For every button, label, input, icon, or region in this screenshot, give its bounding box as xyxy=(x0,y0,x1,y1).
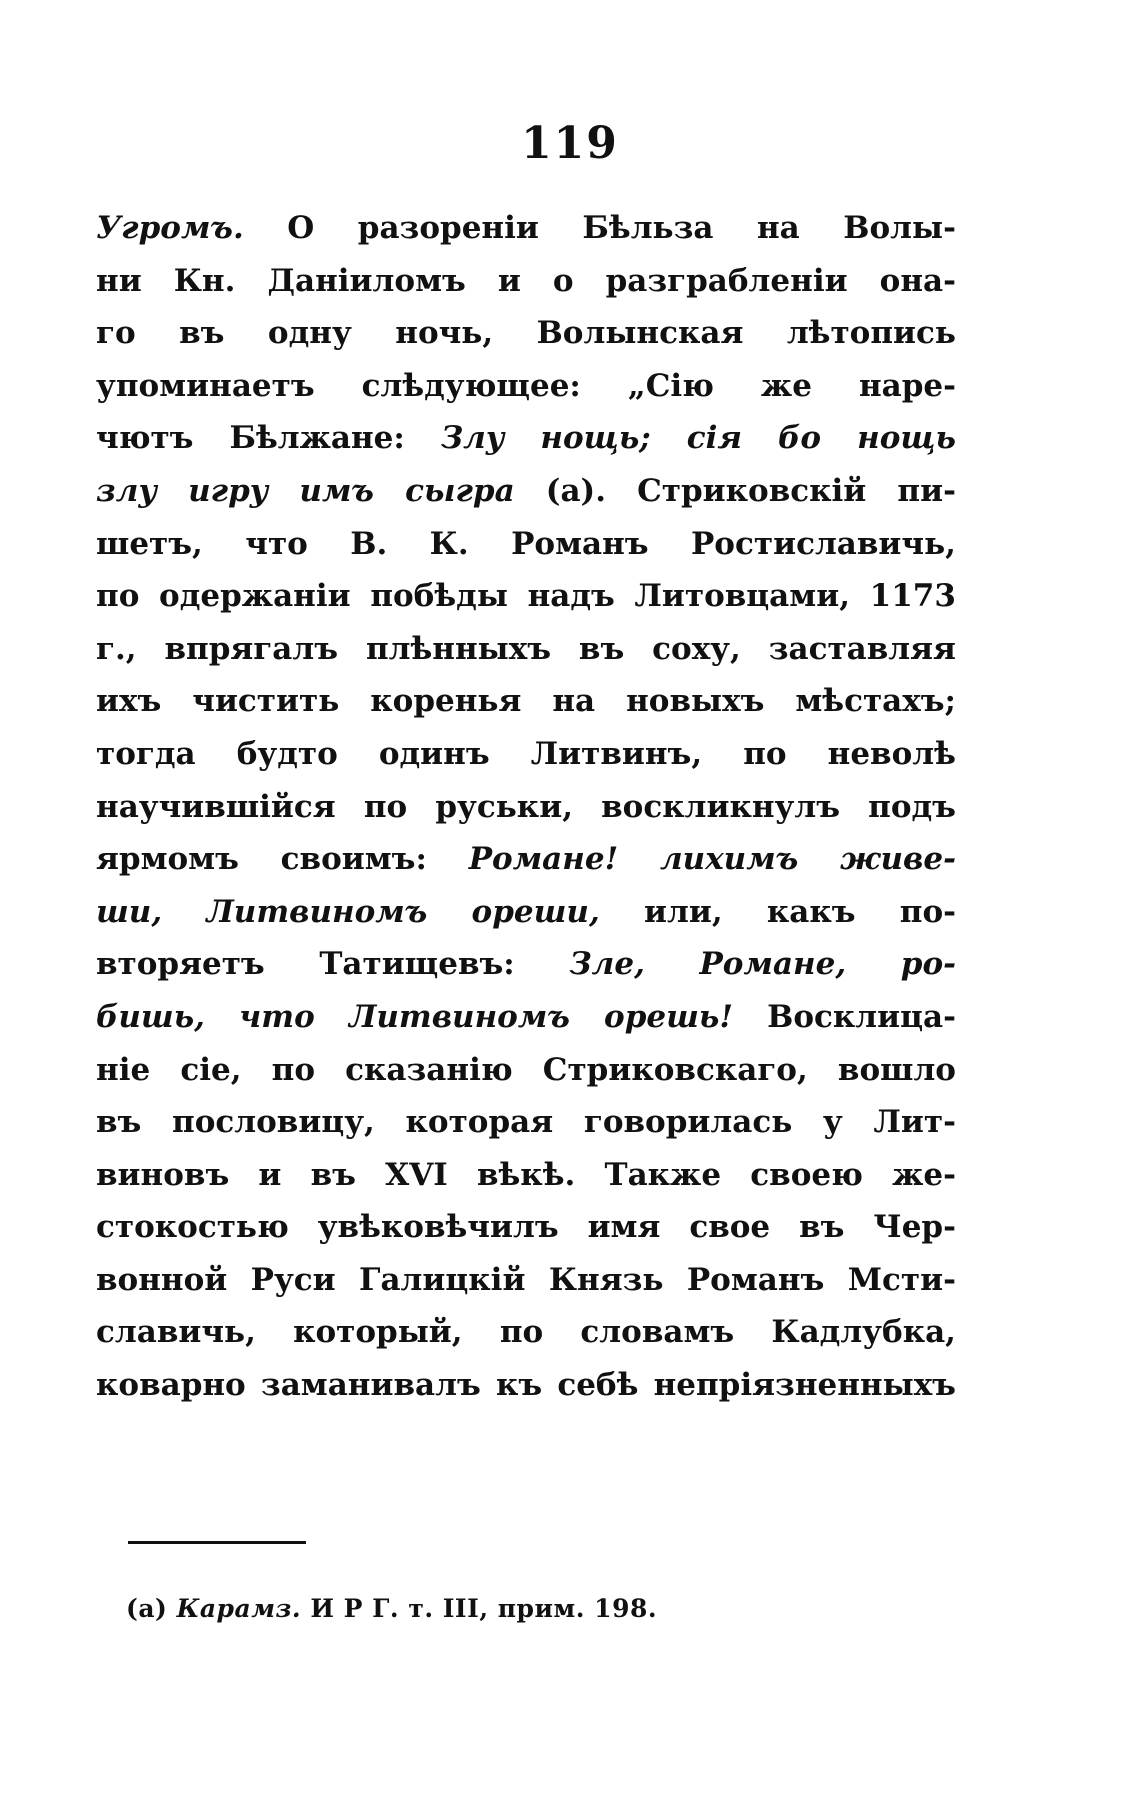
word: въ xyxy=(799,1209,845,1246)
word: по xyxy=(499,1314,544,1351)
word: въ xyxy=(179,315,225,352)
word: К. xyxy=(429,525,469,562)
word: что xyxy=(239,998,315,1035)
word: ночь, xyxy=(395,315,494,352)
word: разграбленіи xyxy=(605,262,848,299)
word: сыгра xyxy=(405,472,515,509)
word: ихъ xyxy=(96,683,162,720)
word: Даніиломъ xyxy=(267,262,466,299)
word: сія xyxy=(686,420,743,457)
word: своею xyxy=(750,1156,863,1193)
word: (а). xyxy=(545,472,607,509)
word: вонной xyxy=(96,1261,228,1298)
word: игру xyxy=(188,472,269,509)
footnote-separator xyxy=(128,1541,306,1544)
word: 1173 xyxy=(869,578,956,615)
word: Ростиславичь, xyxy=(691,525,956,562)
word: имя xyxy=(587,1209,661,1246)
text-line xyxy=(96,315,956,368)
word: Также xyxy=(604,1156,722,1193)
word: ніе xyxy=(96,1051,151,1088)
word: го xyxy=(96,315,136,352)
word: разореніи xyxy=(357,210,539,246)
text-line xyxy=(96,1209,956,1262)
text-line xyxy=(96,1314,956,1367)
word: „Сію xyxy=(627,367,714,404)
word: плѣнныхъ xyxy=(365,630,551,667)
word: Литвинъ, xyxy=(530,735,703,772)
word: что xyxy=(245,525,308,562)
word: и xyxy=(497,262,521,299)
word: Злу xyxy=(440,420,505,457)
text-line xyxy=(96,894,956,947)
text-line xyxy=(96,683,956,736)
text-line xyxy=(96,999,956,1052)
word: какъ xyxy=(766,893,856,930)
word: словамъ xyxy=(580,1314,735,1351)
word: Литвиномъ xyxy=(348,998,570,1035)
word: Литвиномъ xyxy=(206,893,428,930)
word: О xyxy=(287,210,315,246)
word: свое xyxy=(689,1209,771,1246)
word: вѣкѣ. xyxy=(476,1156,576,1193)
word: или, xyxy=(644,893,723,930)
word: же xyxy=(760,367,812,404)
word: Кадлубка, xyxy=(771,1314,956,1351)
word: Бѣльза xyxy=(582,210,714,246)
word: въ xyxy=(96,1104,142,1141)
word: XVI xyxy=(385,1156,448,1193)
word: научившійся xyxy=(96,788,336,825)
word: ореши, xyxy=(471,893,600,930)
word: наре- xyxy=(858,367,956,404)
word: ни xyxy=(96,262,142,299)
word: славичь, xyxy=(96,1314,256,1351)
word: упоминаетъ xyxy=(96,367,315,404)
text-line xyxy=(96,578,956,631)
word: стокостью xyxy=(96,1209,289,1246)
word: въ xyxy=(578,630,625,667)
word: коренья xyxy=(370,683,522,720)
word: сіе, xyxy=(180,1051,242,1088)
word: Восклица- xyxy=(767,998,956,1035)
text-line xyxy=(96,946,956,999)
word: бишь, xyxy=(96,998,205,1035)
word: Галицкій xyxy=(359,1261,526,1298)
footnote-mark: (а) xyxy=(126,1594,168,1623)
word: Князь xyxy=(548,1261,664,1298)
word: вторяетъ xyxy=(96,946,265,983)
word: Татищевъ: xyxy=(319,946,515,983)
word: тогда xyxy=(96,735,196,772)
word: лихимъ xyxy=(659,841,799,878)
word: заставляя xyxy=(768,630,956,667)
word: соху, xyxy=(652,630,741,667)
word: виновъ xyxy=(96,1156,230,1193)
word: Волынская xyxy=(536,315,744,352)
word: увѣковѣчилъ xyxy=(317,1209,559,1246)
text-line xyxy=(96,1262,956,1315)
word: Романе, xyxy=(699,946,847,983)
text-line xyxy=(96,789,956,842)
word: имъ xyxy=(299,472,374,509)
word: Бѣлжане: xyxy=(229,420,405,457)
word: неволѣ xyxy=(827,735,956,772)
word: у xyxy=(822,1104,843,1141)
word: вошло xyxy=(837,1051,956,1088)
text-line xyxy=(96,841,956,894)
text-line xyxy=(96,1052,956,1105)
word: Зле, xyxy=(569,946,645,983)
word: впрягалъ xyxy=(164,630,339,667)
word: воскликнулъ xyxy=(601,788,841,825)
footnote xyxy=(126,1594,657,1623)
word: Романъ xyxy=(511,525,649,562)
word: на xyxy=(552,683,596,720)
text-line xyxy=(96,1157,956,1210)
word: мѣстахъ; xyxy=(795,683,956,720)
text-line xyxy=(96,526,956,579)
word: по- xyxy=(899,893,956,930)
text-line xyxy=(96,210,956,263)
word: чистить xyxy=(192,683,340,720)
word: В. xyxy=(350,525,388,562)
word: къ xyxy=(495,1367,543,1404)
word: ярмомъ xyxy=(96,841,239,878)
word: будто xyxy=(236,735,338,772)
body-text xyxy=(96,210,956,1420)
word: надъ xyxy=(527,578,615,615)
word: нощь; xyxy=(540,420,651,457)
word: злу xyxy=(96,472,158,509)
word: по xyxy=(363,788,408,825)
word: коварно xyxy=(96,1367,246,1404)
word: которая xyxy=(405,1104,554,1141)
text-line xyxy=(96,420,956,473)
word: Руси xyxy=(250,1261,336,1298)
word: ро- xyxy=(900,946,956,983)
word: Литовцами, xyxy=(634,578,850,615)
text-line xyxy=(96,473,956,526)
text-line xyxy=(96,368,956,421)
word: живе- xyxy=(840,841,956,878)
word: Чер- xyxy=(873,1209,956,1246)
text-line xyxy=(96,263,956,316)
word: одинъ xyxy=(378,735,490,772)
text-line xyxy=(96,1367,956,1420)
word: о xyxy=(552,262,574,299)
word: своимъ: xyxy=(280,841,427,878)
word: по xyxy=(271,1051,316,1088)
word: она- xyxy=(879,262,956,299)
word: въ xyxy=(310,1156,356,1193)
word: Романе! xyxy=(468,841,619,878)
page-number: 119 xyxy=(521,118,619,169)
word: Угромъ. xyxy=(96,210,244,246)
text-line xyxy=(96,1104,956,1157)
word: руськи, xyxy=(435,788,573,825)
word: г., xyxy=(96,630,137,667)
footnote-reference: И Р Г. т. III, прим. 198. xyxy=(310,1594,658,1623)
word: нощь xyxy=(857,420,956,457)
word: чютъ xyxy=(96,420,194,457)
word: новыхъ xyxy=(626,683,765,720)
word: подъ xyxy=(868,788,956,825)
word: слѣдующее: xyxy=(361,367,581,404)
word: на xyxy=(756,210,800,246)
word: заманивалъ xyxy=(260,1367,481,1404)
word: же- xyxy=(892,1156,956,1193)
word: Кн. xyxy=(173,262,236,299)
word: Стриковскаго, xyxy=(542,1051,808,1088)
word: Мсти- xyxy=(847,1261,956,1298)
word: Лит- xyxy=(873,1104,956,1141)
word: пословицу, xyxy=(172,1104,375,1141)
word: ши, xyxy=(96,893,163,930)
word: одну xyxy=(267,315,352,352)
word: лѣтопись xyxy=(786,315,956,352)
word: и xyxy=(258,1156,282,1193)
footnote-source: Карамз. xyxy=(176,1594,302,1623)
word: по xyxy=(96,578,140,615)
word: одержаніи xyxy=(159,578,351,615)
text-line xyxy=(96,631,956,684)
word: себѣ xyxy=(557,1367,639,1404)
word: шетъ, xyxy=(96,525,203,562)
word: по xyxy=(743,735,787,772)
word: пи- xyxy=(897,472,956,509)
word: Стриковскій xyxy=(637,472,867,509)
word: сказанію xyxy=(345,1051,513,1088)
word: Волы- xyxy=(843,210,956,246)
word: бо xyxy=(778,420,822,457)
word: побѣды xyxy=(370,578,508,615)
word: Романъ xyxy=(686,1261,825,1298)
word: непріязненныхъ xyxy=(653,1367,956,1404)
word: говорилась xyxy=(583,1104,793,1141)
text-line xyxy=(96,736,956,789)
word: который, xyxy=(293,1314,463,1351)
word: орешь! xyxy=(604,998,733,1035)
